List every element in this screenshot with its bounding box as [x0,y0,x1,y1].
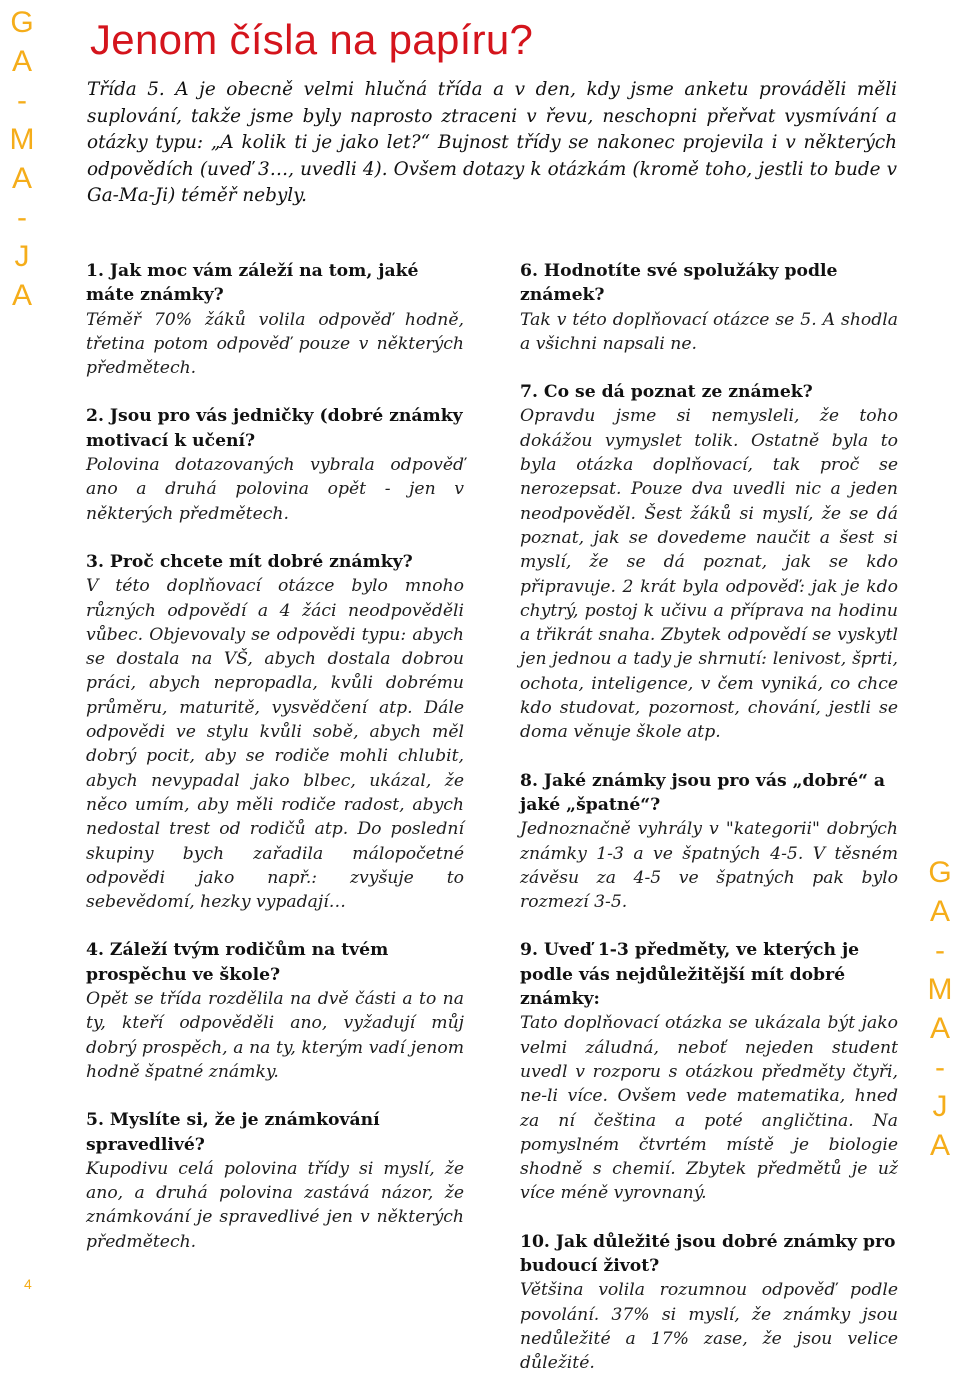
question: 6. Hodnotíte své spolužáky podle známek? [520,261,838,306]
question: 5. Myslíte si, že je známkování spravedlivé? [86,1110,380,1155]
sidebar-left-gamaja [8,3,36,315]
left-column [86,259,464,1278]
sidebar-letter: A [929,895,950,928]
answer: Tak v této doplňovací otázce se 5. A shodla a všichni napsali ne. [520,309,898,354]
survey-item [86,938,464,1084]
sidebar-letter: G [928,856,952,889]
question: 1. Jak moc vám záleží na tom, jaké máte známky? [86,261,419,306]
question: 7. Co se dá poznat ze známek? [520,382,813,403]
sidebar-right-gamaja [925,853,955,1165]
sidebar-letter: - [17,201,27,234]
survey-item [520,380,898,744]
answer: Téměř 70% žáků volila odpověď hodně, třetina potom odpověď pouze v některých předmětech. [86,309,464,379]
page-number: 4 [24,1276,32,1292]
answer: Tato doplňovací otázka se ukázala být jako velmi záludná, neboť nejeden student uvedl v rozporu s otázkou předměty čtyři, ne-li více. Ovšem vede matematika, hned za ní čeština a poté angličtina. Na pomyslném čtvrtém místě je biologie shodně s chemií. Zbytek předmětů je už více méně vyrovnaný. [520,1013,898,1204]
answer: Kupodivu celá polovina třídy si myslí, že ano, a druhá polovina zastává názor, že známkování je spravedlivé jen v některých předmětech. [86,1158,464,1252]
sidebar-letter: A [929,1012,950,1045]
question: 2. Jsou pro vás jedničky (dobré známky motivací k učení? [86,406,463,451]
survey-item [86,1108,464,1254]
sidebar-letter: J [14,240,30,273]
answer: V této doplňovací otázce bylo mnoho různých odpovědí a 4 žáci neodpověděli vůbec. Objevovaly se odpovědi typu: abych se dostala na VŠ, abych dostala dobrou práci, abych nepropadla, kvůli dobrému průměru, maturitě, vysvědčení atp. Dále odpovědi ve stylu kvůli sobě, abych měl dobrý pocit, aby se rodiče mohli chlubit, abych nevypadal jako blbec, ukázal, že něco umím, aby měli rodiče radost, abych nedostal trest od rodičů atp. Do poslední skupiny bych zařadila málopočetné odpovědi jako např.: zvyšuje to sebevědomí, hezky vypadají… [86,576,464,913]
survey-item [520,1230,898,1376]
sidebar-letter: - [935,934,945,967]
question: 10. Jak důležité jsou dobré známky pro budoucí život? [520,1231,896,1276]
right-column [520,259,898,1399]
question: 8. Jaké známky jsou pro vás „dobré“ a jaké „špatné“? [520,770,886,815]
sidebar-letter: - [935,1051,945,1084]
question: 3. Proč chcete mít dobré známky? [86,551,413,572]
answer: Opravdu jsme si nemysleli, že toho dokážou vymyslet tolik. Ostatně byla to byla otázka doplňovací, tak proč se nerozepsat. Pouze dva uvedli nic a jeden neodpověděl. Šest žáků si myslí, že se dá poznat, jak se dovedeme naučit a šest si myslí, že se dá poznat, jak se kdo připravuje. 2 krát byla odpověď: jak je kdo chytrý, postoj k učivu a příprava na hodinu a třikrát snaha. Zbytek odpovědí se vyskytl jen jednou a tady je shrnutí: lenivost, šprti, ochota, inteligence, v čem vyniká, co chce kdo studovat, pozornost, chování, jestli se doma věnuje škole atp. [520,406,898,743]
answer: Opět se třída rozdělila na dvě části a to na ty, kteří odpověděli ano, vyžadují můj dobrý prospěch, a na ty, kterým vadí jenom hodně špatné známky. [86,989,464,1082]
sidebar-letter: A [11,279,32,312]
sidebar-letter: M [927,973,953,1006]
answer: Jednoznačně vyhrály v "kategorii" dobrých známky 1-3 a ve špatných 4-5. V těsném závěsu za 4-5 ve špatných pak bylo rozmezí 3-5. [520,819,898,913]
survey-item [520,769,898,915]
sidebar-letter: J [932,1090,948,1123]
sidebar-letter: - [17,84,27,117]
question: 9. Uveď 1-3 předměty, ve kterých je podle vás nejdůležitější mít dobré známky: [520,940,860,1010]
sidebar-letter: A [11,45,32,78]
answer: Většina volila rozumnou odpověď podle povolání. 37% si myslí, že známky jsou nedůležité a 17% zase, že jsou velice důležité. [520,1280,898,1374]
survey-item [520,938,898,1205]
survey-item [86,550,464,914]
sidebar-letter: A [11,162,32,195]
intro-paragraph: Třída 5. A je obecně velmi hlučná třída a v den, kdy jsme anketu prováděli měli suplování, takže jsme byly naprosto ztraceni v řevu, neschopni přeřvat vysmívání a otázky typu: „A kolik ti je jako let?“ Bujnost třídy se nakonec projevila i v některých odpovědích (uveď 3…, uvedli 4). Ovšem dotazy k otázkám (kromě toho, jestli to bude v Ga-Ma-Ji) téměř nebyly. [87,79,897,206]
sidebar-letter: G [10,6,34,39]
sidebar-letter: A [929,1129,950,1162]
sidebar-letter: M [9,123,35,156]
survey-item [520,259,898,356]
page-title: Jenom čísla na papíru? [90,16,534,63]
question: 4. Záleží tvým rodičům na tvém prospěchu ve škole? [86,940,389,985]
survey-item [86,259,464,380]
survey-item [86,404,464,525]
answer: Polovina dotazovaných vybrala odpověď ano a druhá polovina opět - jen v některých předmětech. [86,455,464,524]
